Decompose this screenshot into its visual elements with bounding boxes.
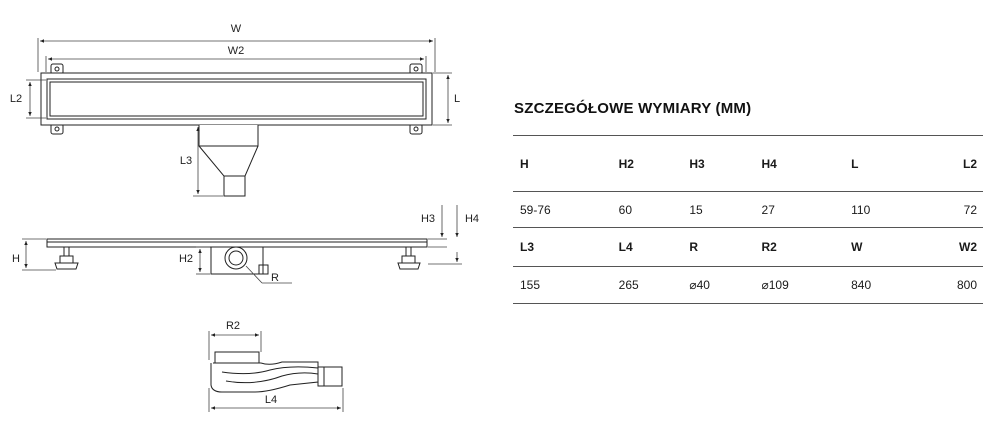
- header-cell: L: [851, 156, 859, 171]
- dim-label-r: R: [271, 272, 279, 284]
- value-cell: 59-76: [520, 202, 551, 217]
- trap-detail-view: [211, 352, 342, 392]
- dim-label-l4: L4: [264, 394, 278, 406]
- value-cell: 155: [520, 278, 541, 292]
- dimensions-table: [513, 135, 983, 304]
- value-cell: ⌀40: [689, 278, 710, 292]
- value-cell: 800: [956, 278, 977, 292]
- dimensions-spec: [513, 100, 983, 304]
- dim-label-h4: H4: [464, 213, 480, 225]
- value-cell: 15: [689, 202, 703, 217]
- top-view: [41, 64, 432, 196]
- dim-label-w2: W2: [227, 45, 245, 57]
- header-cell: H4: [761, 156, 777, 171]
- header-cell: R: [689, 240, 699, 254]
- value-cell: 840: [851, 278, 872, 292]
- value-cell: ⌀109: [761, 278, 789, 292]
- dim-label-h3: H3: [420, 213, 436, 225]
- table-header-row: [513, 228, 983, 267]
- dim-label-h: H: [12, 253, 20, 265]
- spec-title: SZCZEGÓŁOWE WYMIARY (MM): [514, 100, 752, 117]
- dim-label-w: W: [230, 23, 242, 35]
- header-cell: H: [520, 156, 529, 171]
- value-cell: 110: [851, 202, 871, 217]
- header-cell: H3: [689, 156, 705, 171]
- value-cell: 27: [761, 202, 775, 217]
- table-value-row: [513, 267, 983, 304]
- header-cell: L4: [618, 240, 633, 254]
- dim-label-l: L: [453, 93, 461, 105]
- value-cell: 60: [618, 202, 632, 217]
- header-cell: H2: [618, 156, 634, 171]
- dim-label-l2: L2: [9, 93, 23, 105]
- side-view: [47, 239, 427, 274]
- dim-label-l3: L3: [179, 155, 193, 167]
- value-cell: 72: [963, 202, 977, 217]
- header-cell: W: [851, 240, 863, 254]
- header-cell: L2: [962, 156, 977, 171]
- dim-label-h2: H2: [178, 253, 194, 265]
- table-value-row: [513, 192, 983, 228]
- header-cell: R2: [761, 240, 777, 254]
- value-cell: 265: [618, 278, 639, 292]
- header-cell: W2: [959, 240, 977, 254]
- dim-label-r2: R2: [225, 320, 241, 332]
- header-cell: L3: [520, 240, 535, 254]
- table-header-row: [513, 136, 983, 192]
